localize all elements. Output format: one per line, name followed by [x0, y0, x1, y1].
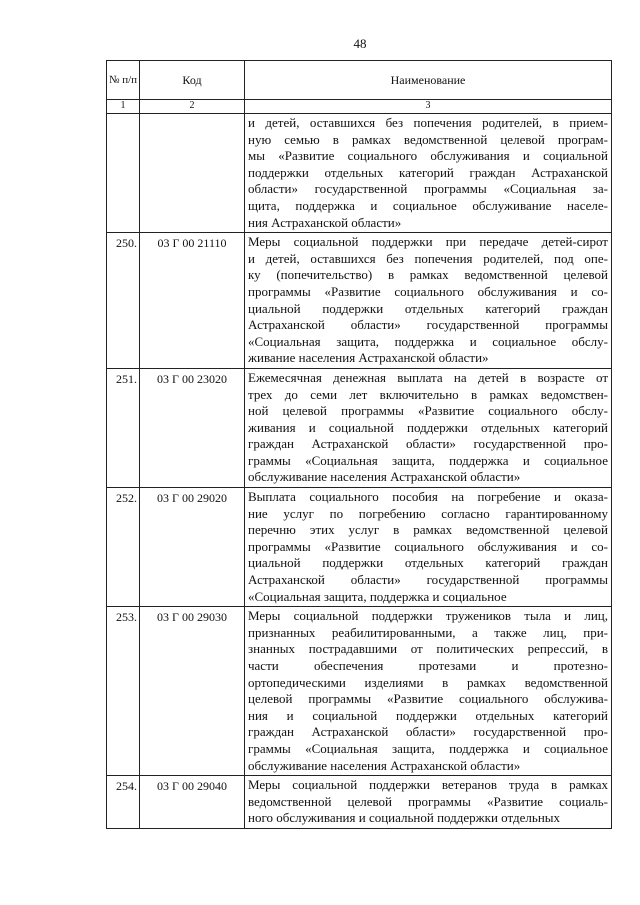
row-name	[245, 368, 612, 487]
row-number: 250.	[107, 233, 140, 369]
table-header-row	[107, 61, 612, 100]
row-name-line: части обеспечения протезами и протезно-	[248, 658, 608, 673]
row-name-line: живание населения Астраханской области»	[248, 350, 489, 366]
header-num: № п/п	[107, 61, 140, 100]
row-name-line: граммы «Социальная защита, поддержка и социальное	[248, 740, 608, 756]
row-name-line: Астраханской области» государственной программы	[248, 572, 608, 588]
column-index: 1	[107, 100, 140, 114]
row-name-line: щита, поддержка и социальное обслуживание населе-	[248, 197, 608, 213]
row-code: 03 Г 00 23020	[140, 368, 245, 487]
row-name-line: ной целевой программы «Развитие социального обслу-	[248, 403, 608, 419]
row-name-line: Астраханской области» государственной программы	[248, 317, 608, 333]
budget-classification-table	[106, 60, 612, 829]
row-number: 254.	[107, 776, 140, 829]
row-number: 251.	[107, 368, 140, 487]
table-row	[107, 776, 612, 829]
row-code: 03 Г 00 29020	[140, 488, 245, 607]
row-name-line: Меры социальной поддержки тружеников тыла и лиц,	[248, 608, 608, 624]
row-name	[245, 776, 612, 829]
column-index-row	[107, 100, 612, 114]
table-row	[107, 114, 612, 233]
header-name: Наименование	[245, 61, 612, 100]
page-number: 48	[353, 36, 367, 51]
row-name-line: ную семью в рамках ведомственной целевой програм-	[248, 131, 608, 147]
row-name-line: трех до семи лет включительно в рамках ведомствен-	[248, 386, 608, 402]
row-name-line: ортопедическими изделиями в рамках ведомственной	[248, 674, 608, 690]
row-name-line: обслуживание населения Астраханской области»	[248, 757, 521, 773]
row-name-line: мы «Развитие социального обслуживания и социальной	[248, 148, 608, 164]
row-name-line: поддержки отдельных категорий граждан Астраханской	[248, 164, 608, 180]
row-name-line: ния Астраханской области»	[248, 214, 402, 230]
row-name-line: целевой программы «Развитие социального обслужива-	[248, 691, 608, 707]
row-code: 03 Г 00 29040	[140, 776, 245, 829]
row-name-line: граждан Астраханской области» государственной про-	[248, 724, 608, 740]
column-index: 3	[245, 100, 612, 114]
row-name-line: «Социальная защита, поддержка и социальное обслу-	[248, 333, 608, 349]
row-name-line: живания и социальной поддержки отдельных категорий	[248, 419, 608, 435]
row-code: 03 Г 00 21110	[140, 233, 245, 369]
table-row	[107, 233, 612, 369]
row-name-line: знанных пострадавшими от политических репрессий, в	[248, 641, 608, 657]
row-name-line: ние услуг по погребению согласно гарантированному	[248, 505, 608, 521]
row-code: 03 Г 00 29030	[140, 607, 245, 776]
row-name-line: граждан Астраханской области» государственной про-	[248, 436, 608, 452]
row-number	[107, 114, 140, 233]
row-name-line: «Социальная защита, поддержка и социальное	[248, 588, 507, 604]
row-name-line: Меры социальной поддержки ветеранов труда в рамках	[248, 777, 608, 793]
row-name-line: циальной поддержки отдельных категорий граждан	[248, 300, 608, 316]
row-name	[245, 488, 612, 607]
row-name-line: и детей, оставшихся без попечения родителей, в прием-	[248, 115, 608, 130]
table-body	[107, 114, 612, 829]
row-name-line: программы «Развитие социального обслуживания и со-	[248, 538, 608, 554]
row-name-line: Меры социальной поддержки при передаче детей-сирот	[248, 234, 608, 250]
table-row	[107, 488, 612, 607]
row-name-line: ведомственной целевой программы «Развитие социаль-	[248, 793, 608, 809]
row-name-line: граммы «Социальная защита, поддержка и социальное	[248, 452, 608, 468]
row-number: 253.	[107, 607, 140, 776]
row-name-line: перечню этих услуг в рамках ведомственной целевой	[248, 522, 608, 538]
row-name-line: ного обслуживания и социальной поддержки отдельных	[248, 810, 561, 826]
row-name	[245, 233, 612, 369]
row-name-line: признанных реабилитированными, а также лиц, при-	[248, 624, 608, 640]
row-name-line: Ежемесячная денежная выплата на детей в возрасте от	[248, 369, 608, 385]
row-name-line: ку (попечительство) в рамках ведомственной целевой	[248, 267, 608, 283]
row-name-line: обслуживание населения Астраханской области»	[248, 469, 521, 485]
row-name-line: программы «Развитие социального обслуживания и со-	[248, 283, 608, 299]
row-name	[245, 607, 612, 776]
row-code	[140, 114, 245, 233]
row-number: 252.	[107, 488, 140, 607]
table-row	[107, 368, 612, 487]
row-name-line: и детей, оставшихся без попечения родителей, под опе-	[248, 250, 608, 266]
row-name-line: Выплата социального пособия на погребение и оказа-	[248, 489, 608, 505]
table-row	[107, 607, 612, 776]
header-code: Код	[140, 61, 245, 100]
row-name-line: циальной поддержки отдельных категорий граждан	[248, 555, 608, 571]
row-name	[245, 114, 612, 233]
row-name-line: области» государственной программы «Социальная за-	[248, 181, 608, 197]
row-name-line: ния и социальной поддержки отдельных категорий	[248, 707, 608, 723]
column-index: 2	[140, 100, 245, 114]
